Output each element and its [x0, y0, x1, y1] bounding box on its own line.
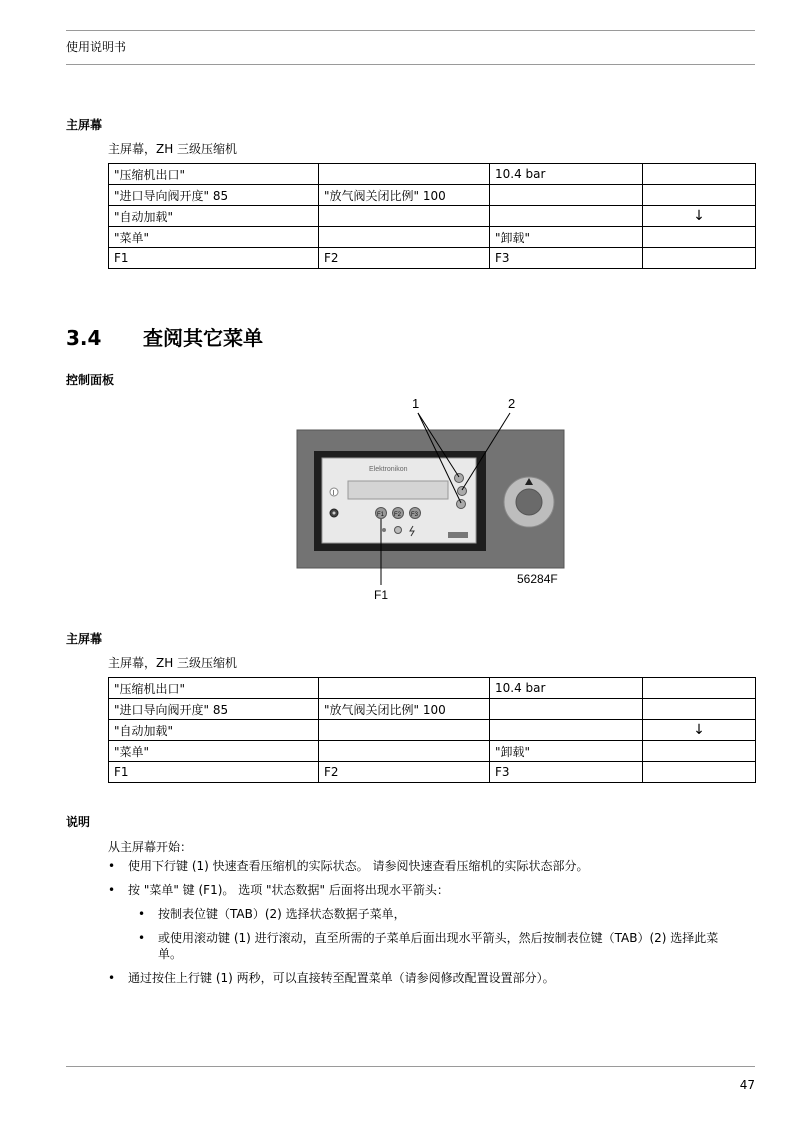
list-item: • 按 "菜单" 键 (F1)。 选项 "状态数据" 后面将出现水平箭头： [108, 883, 449, 897]
control-panel-heading: 控制面板 [66, 373, 115, 387]
main-screen-caption-2: 主屏幕，ZH 三级压缩机 [108, 656, 238, 670]
header-rule-bottom [66, 64, 755, 65]
main-screen-table-1 [108, 163, 756, 269]
svg-text:I: I [332, 490, 335, 497]
page-number: 47 [739, 1078, 755, 1092]
description-list [108, 858, 758, 994]
callout-label-1: 1 [412, 396, 420, 411]
table-cell: "卸载" [490, 227, 643, 248]
table-cell: "进口导向阀开度" 85 [109, 185, 319, 206]
table-cell [643, 185, 756, 206]
table-cell [643, 678, 756, 699]
table-cell: F2 [319, 248, 490, 269]
emergency-stop-button [516, 489, 542, 515]
callout-label-2: 2 [508, 396, 516, 411]
table-row [109, 741, 756, 762]
table-cell: "卸载" [490, 741, 643, 762]
control-panel-figure [296, 395, 566, 605]
reset-key-icon [395, 527, 402, 534]
table-row [109, 206, 756, 227]
table-row [109, 762, 756, 783]
table-cell [643, 227, 756, 248]
table-cell: "压缩机出口" [109, 164, 319, 185]
table-row [109, 164, 756, 185]
table-cell [643, 741, 756, 762]
scroll-down-key [457, 500, 466, 509]
bullet-icon: • [108, 971, 116, 985]
table-cell [319, 678, 490, 699]
table-row [109, 248, 756, 269]
list-item: • 通过按住上行键 (1) 两秒，可以直接转至配置菜单（请参阅修改配置设置部分）。 [108, 971, 555, 985]
scroll-up-key [455, 474, 464, 483]
table-cell: "进口导向阀开度" 85 [109, 699, 319, 720]
bullet-icon: • [138, 931, 146, 945]
figure-id: 56284F [517, 572, 558, 586]
table-cell: F1 [109, 762, 319, 783]
table-cell: "自动加载" [109, 206, 319, 227]
table-row [109, 699, 756, 720]
table-cell: "菜单" [109, 741, 319, 762]
list-item: • 使用下行键 (1) 快速查看压缩机的实际状态。 请参阅快速查看压缩机的实际状态部分。 [108, 859, 589, 873]
table-cell: 10.4 bar [490, 678, 643, 699]
svg-text:F2: F2 [394, 512, 402, 518]
document-title: 使用说明书 [66, 40, 127, 54]
table-cell [319, 741, 490, 762]
header-rule-top [66, 30, 755, 31]
table-cell: "放气阀关闭比例" 100 [319, 185, 490, 206]
table-cell [643, 762, 756, 783]
table-cell: "压缩机出口" [109, 678, 319, 699]
list-item: • 或使用滚动键 (1) 进行滚动，直至所需的子菜单后面出现水平箭头，然后按制表位键（TAB）(2) 选择此菜单。 [138, 931, 719, 961]
table-cell: F1 [109, 248, 319, 269]
main-screen-heading-2: 主屏幕 [66, 632, 103, 646]
table-cell [643, 248, 756, 269]
table-cell [490, 699, 643, 720]
list-item: • 按制表位键（TAB）(2) 选择状态数据子菜单， [138, 907, 406, 921]
bullet-icon: • [138, 907, 146, 921]
table-row [109, 678, 756, 699]
tab-key [458, 487, 467, 496]
main-screen-caption-1: 主屏幕，ZH 三级压缩机 [108, 142, 238, 156]
table-cell [319, 227, 490, 248]
table-row [109, 720, 756, 741]
svg-text:F3: F3 [411, 512, 419, 518]
table-cell [319, 720, 490, 741]
description-intro: 从主屏幕开始： [108, 840, 193, 854]
bullet-icon: • [108, 859, 116, 873]
down-arrow-icon: ↓ [643, 206, 756, 227]
table-cell: F2 [319, 762, 490, 783]
svg-text:F1: F1 [377, 512, 385, 518]
table-cell [643, 699, 756, 720]
table-cell [490, 185, 643, 206]
table-row [109, 185, 756, 206]
main-screen-table-2 [108, 677, 756, 783]
footer-rule [66, 1066, 755, 1067]
table-cell: "自动加载" [109, 720, 319, 741]
table-cell: "菜单" [109, 227, 319, 248]
description-heading: 说明 [66, 815, 91, 829]
table-cell [643, 164, 756, 185]
table-cell: 10.4 bar [490, 164, 643, 185]
brand-logo: Elektronikon [369, 466, 408, 473]
section-title-text: 查阅其它菜单 [143, 326, 263, 350]
display-window [348, 481, 448, 499]
atlas-copco-logo [448, 532, 468, 538]
section-number: 3.4 [66, 326, 102, 350]
callout-label-f1: F1 [374, 588, 389, 602]
table-cell [490, 720, 643, 741]
table-cell: F3 [490, 762, 643, 783]
table-cell [319, 164, 490, 185]
table-cell: F3 [490, 248, 643, 269]
table-row [109, 227, 756, 248]
table-cell [490, 206, 643, 227]
status-led-icon [382, 528, 386, 532]
down-arrow-icon: ↓ [643, 720, 756, 741]
main-screen-heading-1: 主屏幕 [66, 118, 103, 132]
table-cell [319, 206, 490, 227]
bullet-icon: • [108, 883, 116, 897]
section-title [66, 322, 263, 351]
table-cell: "放气阀关闭比例" 100 [319, 699, 490, 720]
